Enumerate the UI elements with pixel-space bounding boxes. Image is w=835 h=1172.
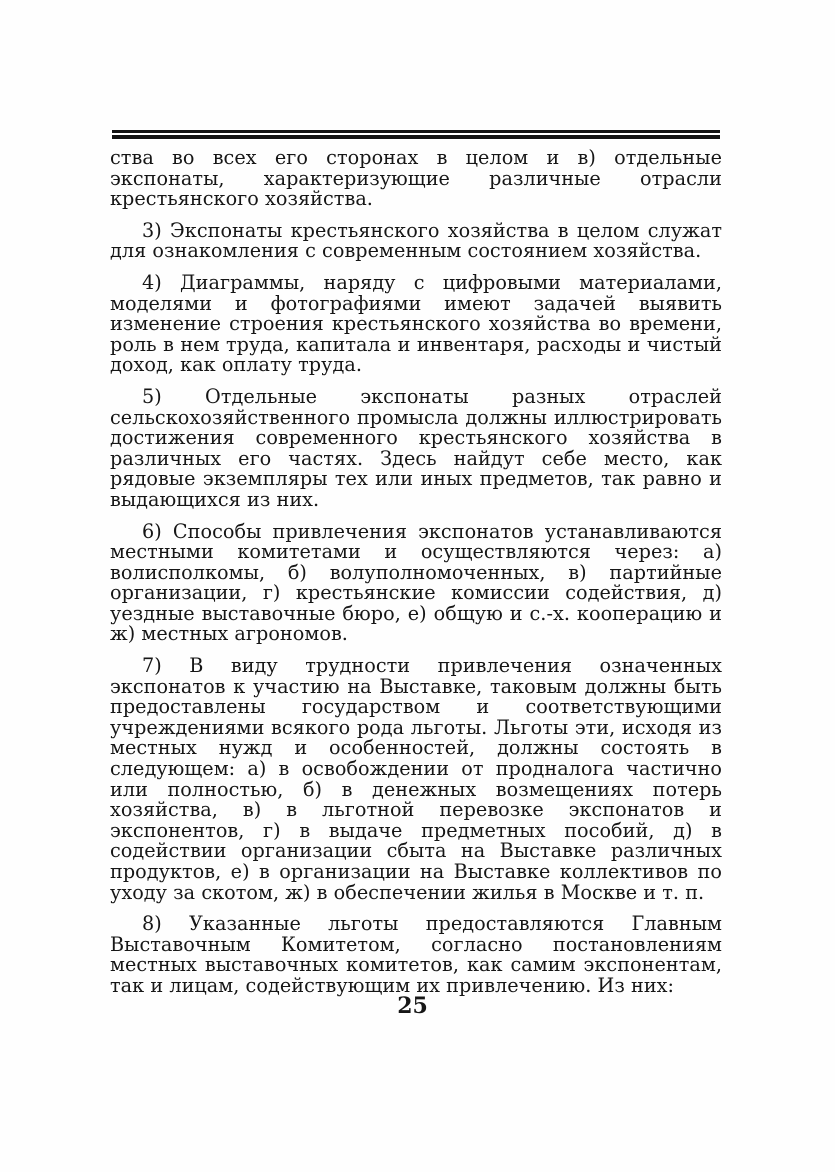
paragraph-continuation: ства во всех его сторонах в целом и в) отдельные экспонаты, характеризующие различные отрасли крестьянского хозяйства. bbox=[110, 146, 722, 211]
paragraph-7: 7) В виду трудности привлечения означенных экспонатов к участию на Выставке, таковым должны быть предоставлены государством и соответствующими учреждениями всякого рода льготы. Льготы эти, исходя из местных нужд и особенностей, должны состоять в следующем: а) в освобождении от продналога частично или полностью, б) в денежных возмещениях потерь хозяйства, в) в льготной перевозке экспонатов и экспонентов, г) в выдаче предметных пособий, д) в содействии организации сбыта на Выставке различных продуктов, е) в организации на Выставке коллективов по уходу за скотом, ж) в обеспечении жилья в Москве и т. п. bbox=[110, 654, 722, 904]
header-rule bbox=[112, 130, 720, 139]
paragraph-3: 3) Экспонаты крестьянского хозяйства в целом служат для ознакомления с современным состоянием хозяйства. bbox=[110, 218, 722, 263]
paragraph-5: 5) Отдельные экспонаты разных отраслей сельскохозяйственного промысла должны иллюстрировать достижения современного крестьянского хозяйства в различных его частях. Здесь найдут себе место, как рядовые экземпляры тех или иных предметов, так равно и выдающихся из них. bbox=[110, 384, 722, 511]
paragraph-8: 8) Указанные льготы предоставляются Главным Выставочным Комитетом, согласно постановлениям местных выставочных комитетов, как самим экспонентам, так и лицам, содействующим их привлечению. Из них: bbox=[110, 912, 722, 997]
body-text bbox=[110, 148, 722, 997]
page-number: 25 bbox=[397, 993, 428, 1019]
paragraph-4: 4) Диаграммы, наряду с цифровыми материалами, моделями и фотографиями имеют задачей выявить изменение строения крестьянского хозяйства во времени, роль в нем труда, капитала и инвентаря, расходы и чистый доход, как оплату труда. bbox=[110, 270, 722, 377]
paragraph-6: 6) Способы привлечения экспонатов устанавливаются местными комитетами и осуществляются через: а) волисполкомы, б) волуполномоченных, в) партийные организации, г) крестьянские комиссии содействия, д) уездные выставочные бюро, е) общую и с.-х. кооперацию и ж) местных агрономов. bbox=[110, 519, 722, 646]
